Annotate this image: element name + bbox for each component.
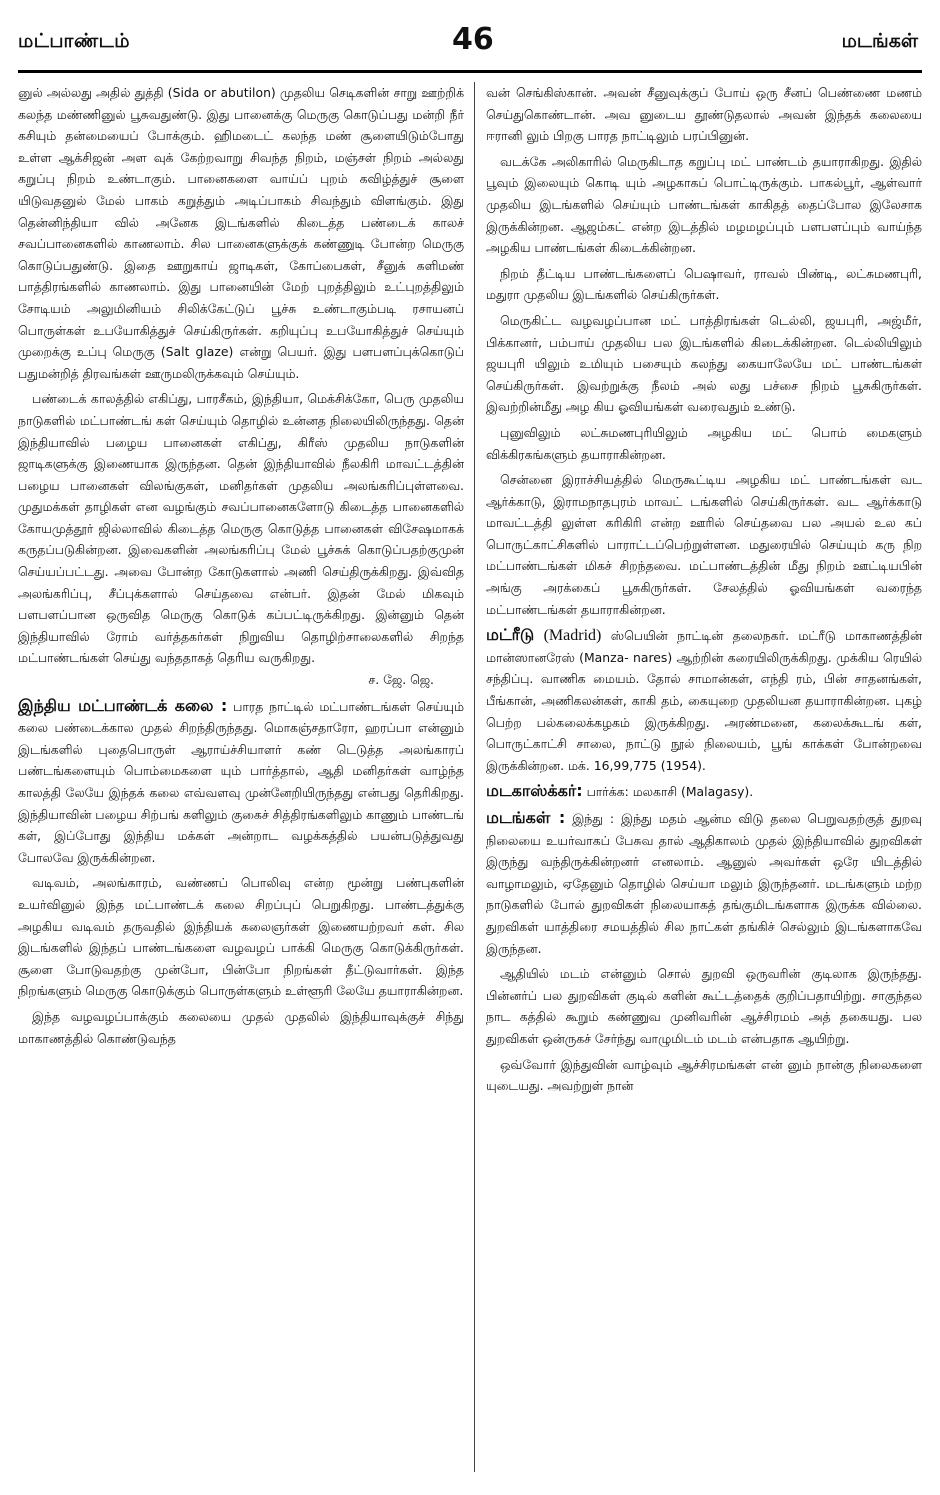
paragraph-text: ஸ்பெயின் நாட்டின் தலைநகர். மட்ரீடு மாகாணத்தின் மான்ஸானரேஸ் (Manza- nares) ஆற்றின் கரையிலிருக்கிறது. முக்கிய ரெயில் சந்திப்பு. வாணிக மையம். தோல் சாமான்கள், எந்தி ரம், பின் சாதனங்கள், பீங்கான், அணிகலன்கள், காகி தம், கையுறை முதலியன தயாராகின்றன. புகழ் பெற்ற பல்கலைக்கழகம் இருக்கிறது. அரண்மனை, கலைக்கூடங் கள், பொருட்காட்சி சாலை, நாட்டு நூல் நிலையம், பூங் காக்கள் போன்றவை இருக்கின்றன. மக். 16,99,775 (1954). (486, 628, 922, 773)
running-head-right: மடங்கள் (841, 30, 918, 52)
paragraph: வன் செங்கிஸ்கான். அவன் சீனுவுக்குப் போய் ஒரு சீனப் பெண்ணை மணம் செய்துகொண்டான். அவ னுடைய தூண்டுதலால் அவன் இந்தக் கலையை ஈரானி லும் பிறகு பாரத நாட்டிலும் பரப்பினுன். (486, 85, 922, 144)
header-rule (18, 70, 922, 73)
paragraph-text: இந்து : இந்து மதம் ஆன்ம விடு தலை பெறுவதற்குத் துறவு நிலையை உயர்வாகப் பேசுவ தால் ஆதிகாலம் முதல் இந்தியாவில் துறவிகள் இருந்து வந்திருக்கின்றனர் எனலாம். ஆனுல் அவர்கள் ஒரே யிடத்தில் வாழாமலும், ஏதேனும் தொழில் செய்யா மலும் இருந்தனர். மடங்களும் மற்ற நாடுகளில் போல் துறவிகள் நிலையாகத் தங்குமிடங்களாக இருக்க வில்லை. துறவிகள் யாத்திரை சமயத்தில் சில நாட்கள் தங்கிச் செல்லும் இடங்களாகவே இருந்தன. (486, 811, 922, 956)
column-divider (474, 82, 475, 1472)
page-number: 46 (452, 22, 494, 57)
paragraph: இந்த வழவழப்பாக்கும் கலையை முதல் முதலில் இந்தியாவுக்குச் சிந்து மாகாணத்தில் கொண்டுவந்த (18, 1008, 464, 1046)
running-head-left: மட்பாண்டம் (18, 30, 131, 52)
paragraph-text: பாரத நாட்டில் மட்பாண்டங்கள் செய்யும் கலை பண்டைக்கால முதல் சிறந்திருந்தது. மொகஞ்சதாரோ, ஹரப்பா என்னும் இடங்களில் புதைபொருள் ஆராய்ச்சியாளர் கண் டெடுத்த அலங்காரப் பண்டங்களையும் பொம்மைகளை யும் பார்த்தால், ஆதி மனிதர்கள் வாழ்ந்த காலத்தி லேயே இந்தக் கலை எவ்வளவு முன்னேறியிருந்தது என்பது தெரிகிறது. இந்தியாவின் பழைய சிற்பங் களிலும் குகைச் சித்திரங்களிலும் காணும் பாண்டங் கள், இப்போது இந்திய மக்கள் அன்றாட வழக்கத்தில் பயன்படுத்துவது போலவே இருக்கின்றன. (18, 698, 464, 865)
paragraph: வடக்கே அலிகாரில் மெருகிடாத கறுப்பு மட் பாண்டம் தயாராகிறது. இதில் பூவும் இலையும் கொடி யும் அழகாகப் பொட்டிருக்கும். பாகல்பூர், ஆள்வார் முதலிய இடங்களில் செய்யும் பாண்டங்கள் காகிதத் தைப்போல இலேசாக இருக்கின்றன. ஆஜம்கட் என்ற இடத்தில் மழமழப்பும் பளபளப்பும் வாய்ந்த அழகிய பாண்டங்கள் கிடைக்கின்றன. (486, 153, 922, 256)
subentry-heading: இந்திய மட்பாண்டக் கலை : (18, 695, 228, 715)
paragraph: நிறம் தீட்டிய பாண்டங்களைப் பெஷாவர், ராவல் பிண்டி, லட்சுமணபுரி, மதுரா முதலிய இடங்களில் செய்கிருர்கள். (486, 265, 922, 303)
author-initials: ச. ஜே. ஜெ. (368, 672, 434, 688)
entry-heading: மடகாஸ்க்கர்: (486, 781, 583, 801)
paragraph (18, 388, 464, 690)
subentry-paragraph (18, 695, 464, 869)
paragraph: புனுவிலும் லட்சுமணபுரியிலும் அழகிய மட் பொம் மைகளும் விக்கிரகங்களும் தயாராகின்றன. (486, 424, 922, 462)
paragraph: வடிவம், அலங்காரம், வண்ணப் பொலிவு என்ற மூன்று பண்புகளின் உயர்வினுல் இந்த மட்பாண்டக் கலை சிறப்புப் பெறுகிறது. பாண்டத்துக்கு அழகிய வடிவம் தருவதில் இந்தியக் கலைஞர்கள் இணையற்றவர் கள். சில இடங்களில் இந்தப் பாண்டங்களை வழவழப் பாக்கி மெருகு கொடுக்கிருர்கள். சூளை போடுவதற்கு முன்போ, பின்போ நிறங்கள் தீட்டுவார்கள். இந்த நிறங்களும் மெருகு கொடுக்கும் பொருள்களும் உள்ளூரி லேயே தயாராகின்றன. (18, 875, 464, 999)
entry-madangal (486, 807, 922, 959)
entry-madagascar (486, 780, 922, 803)
right-column (486, 82, 922, 1482)
paragraph: னுல் அல்லது அதில் துத்தி (Sida or abutilon) முதலிய செடிகளின் சாறு ஊற்றிக் கலந்த மண்ணினுல் பூசுவதுண்டு. இது பானைக்கு மெருகு கொடுப்பது மன்றி நீர் கசியும் தன்மையைப் போக்கும். ஹிமடைட் கலந்த மண் சூளையிடும்போது உள்ள ஆக்சிஜன் அள வுக் கேற்றவாறு சிவந்த நிறம், மஞ்சள் நிறம் அல்லது கறுப்பு நிறம் உண்டாகும். பானைகளை வாய்ப் புறம் கவிழ்த்துச் சூளை யிடுவதனுல் மேல் பாகம் கறுத்தும் அடிப்பாகம் சிவந்தும் விளங்கும். இது தென்னிந்தியா வில் அனேக இடங்களில் கிடைத்த பண்டைக் காலச் சவப்பானைகளில் காணலாம். சில பானைகளுக்குக் கண்ணுடி போன்ற மெருகு கொடுப்பதுண்டு. இதை ஊறுகாய் ஜாடிகள், கோப்பைகள், சீனுக் களிமண் பாத்திரங்களில் காணலாம். இது பானையின் மேற் புறத்திலும் உட்புறத்திலும் சோடியம் அலுமினியம் சிலிக்கேட்டுப் பூச்சு உண்டாகும்படி ரசாயனப் பொருள்கள் உபயோகித்துச் செய்கிருர்கள். கறியுப்பு உபயோகித்துச் செய்யும் முறைக்கு உப்பு மெருகு (Salt glaze) என்று பெயர். இது பளபளப்புக்கொடுப் பதுமன்றித் திரவங்கள் ஊருமலிருக்கவும் செய்யும். (18, 85, 464, 381)
paragraph: ஒவ்வோர் இந்துவின் வாழ்வும் ஆச்சிரமங்கள் என் னும் நான்கு நிலைகளை யுடையது. அவற்றுள் நான் (486, 1056, 922, 1094)
entry-heading: மடங்கள் : (486, 808, 566, 827)
paragraph: ஆதியில் மடம் என்னும் சொல் துறவி ஒருவரின் குடிலாக இருந்தது. பின்னர்ப் பல துறவிகள் குடில் களின் கூட்டத்தைக் குறிப்பதாயிற்று. சாகுந்தல நாட கத்தில் கூறும் கண்ணுவ முனிவரின் ஆச்சிரமம் அத் தகையது. பல துறவிகள் ஒன்ருகச் சேர்ந்து வாழுமிடம் மடம் என்பதாக ஆயிற்று. (486, 966, 922, 1046)
paragraph: சென்னை இராச்சியத்தில் மெருகூட்டிய அழகிய மட் பாண்டங்கள் வட ஆர்க்காடு, இராமநாதபுரம் மாவட் டங்களில் செய்கிருர்கள். வட ஆர்க்காடு மாவட்டத்தி லுள்ள கரிகிரி என்ற ஊரில் செய்தவை பல அயல் உல கப் பொருட்காட்சிகளில் பாராட்டப்பெற்றுள்ளன. மதுரையில் செய்யும் கரு நிற மட்பாண்டங்கள் மிகச் சிறந்தவை. மட்பாண்டத்தின் மீது நிறம் ஊட்டியபின் அங்கு அரக்கைப் பூசுகிருர்கள். சேலத்தில் ஓவியங்கள் வரைந்த மட்பாண்டங்கள் தயாராகின்றன. (486, 472, 922, 617)
paragraph-text: பார்க்க: மலகாசி (Malagasy). (586, 784, 754, 800)
paragraph: மெருகிட்ட வழவழப்பான மட் பாத்திரங்கள் டெல்லி, ஜயபுரி, அஜ்மீர், பிக்கானர், பம்பாய் முதலிய பல இடங்களில் கிடைக்கின்றன. டெல்லியிலும் ஜயபுரி யிலும் உமியும் பசையும் கலந்து கையாலேயே மட் பாண்டங்கள் செய்கிருர்கள். இவற்றுக்கு நீலம் அல் லது பச்சை நிறம் பூசுகிருர்கள். இவற்றின்மீது அழ கிய ஓவியங்கள் வரைவதும் உண்டு. (486, 312, 922, 415)
entry-latin-name: (Madrid) (543, 627, 602, 645)
entry-madrid (486, 624, 922, 776)
page-header (18, 20, 922, 64)
left-column (18, 82, 464, 1482)
paragraph-text: பண்டைக் காலத்தில் எகிப்து, பாரசீகம், இந்தியா, மெக்சிக்கோ, பெரு முதலிய நாடுகளில் மட்பாண்டங் கள் செய்யும் தொழில் உன்னத நிலையிலிருந்தது. தென் இந்தியாவில் பழைய பானைகள் எகிப்து, கிரீஸ் முதலிய நாடுகளின் ஜாடிகளுக்கு இணையாக இருந்தன. தென் இந்தியாவில் நீலகிரி மாவட்டத்தின் பழைய பானைகள் விலங்குகள், மனிதர்கள் முதலிய அலங்கரிப்புள்ளவை. முதுமக்கள் தாழிகள் என வழங்கும் சவப்பானைகளோடு கிடைத்த பானைகளில் கோயமுத்தூர் ஜில்லாவில் கிடைத்த மெருகு கொடுத்த பானைகள் விசேஷமாகக் கருதப்படுகின்றன. இவைகளின் அலங்கரிப்பு மேல் பூச்சுக் கொடுப்பதற்குமுன் செய்யப்பட்டது. அவை போன்ற கோடுகளால் அணி செய்திருக்கிறது. இவ்வித அலங்கரிப்பு, சீப்புக்களால் செய்தவை என்பர். இதன் மேல் மிகவும் பளபளப்பான ஒருவித மெருகு கொடுக் கப்பட்டிருக்கிறது. இன்னும் தென் இந்தியாவில் ரோம் வர்த்தகர்கள் நிறுவிய தொழிற்சாலைகளில் சிறந்த மட்பாண்டங்கள் செய்து வந்ததாகத் தெரிய வருகிறது. (18, 391, 464, 666)
book-page (18, 20, 922, 1480)
entry-heading: மட்ரீடு (486, 625, 535, 645)
